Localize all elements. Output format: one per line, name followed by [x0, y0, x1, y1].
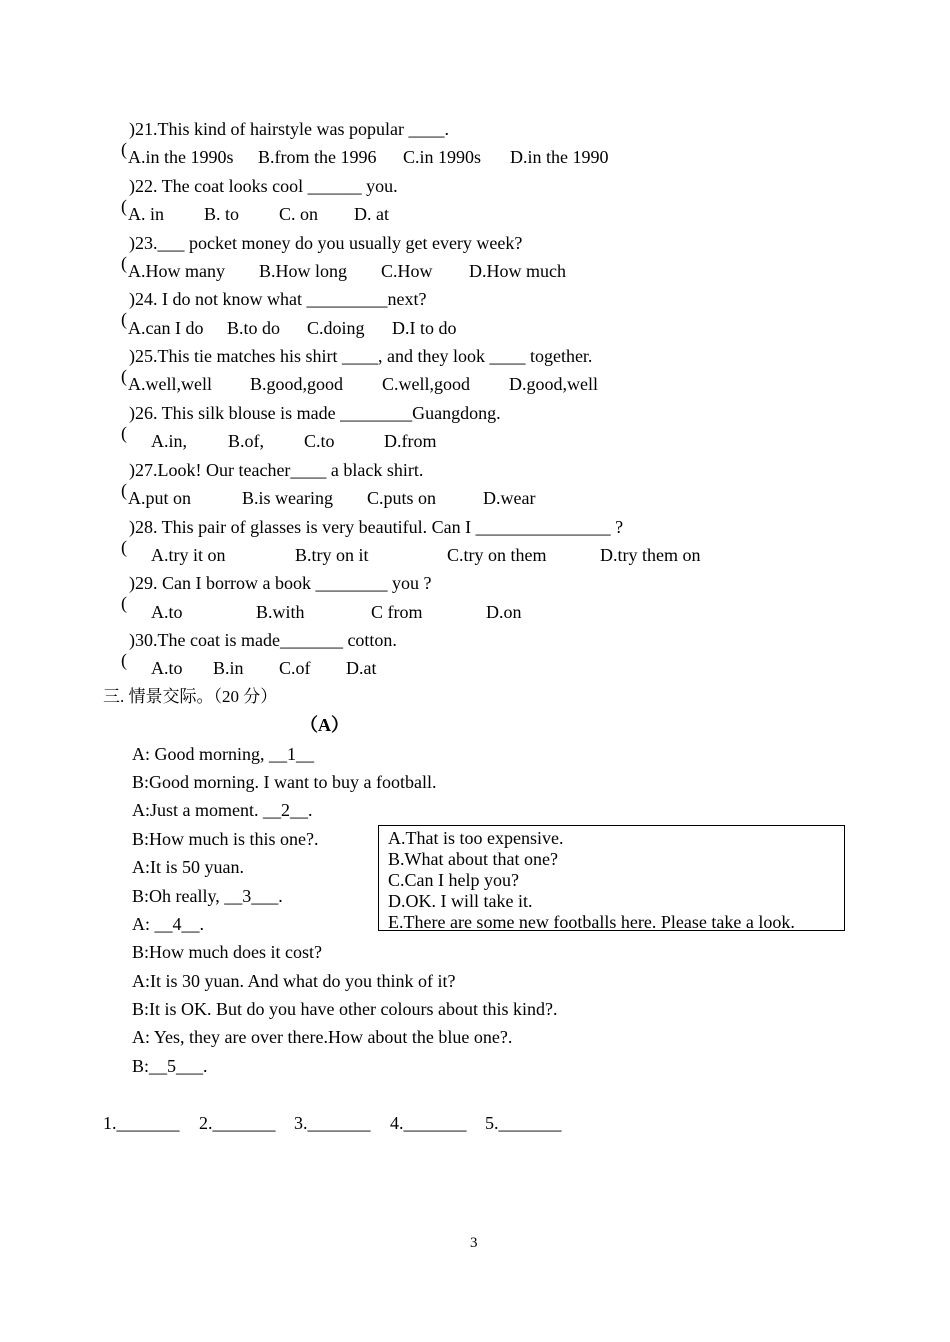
- option-c: C.try on them: [447, 545, 547, 565]
- answer-paren: (: [121, 537, 127, 557]
- option-a: A.can I do: [128, 318, 204, 338]
- option-c: C.of: [279, 658, 311, 678]
- option-a: A.How many: [128, 261, 225, 281]
- option-d: D. at: [354, 204, 389, 224]
- dialogue-line: A:It is 50 yuan.: [132, 857, 244, 877]
- answer-paren: (: [121, 309, 127, 329]
- option-a: A.well,well: [128, 374, 212, 394]
- option-c: C. on: [279, 204, 319, 224]
- option-a: A.try it on: [151, 545, 226, 565]
- question-stem: )26. This silk blouse is made ________Guangdong.: [129, 403, 501, 423]
- answer-blank-5[interactable]: 5._______: [485, 1113, 562, 1133]
- answer-blank-3[interactable]: 3._______: [294, 1113, 371, 1133]
- option-a: A.to: [151, 602, 183, 622]
- choice-item: D.OK. I will take it.: [388, 891, 533, 911]
- option-d: D.I to do: [392, 318, 457, 338]
- option-a: A.in,: [151, 431, 187, 451]
- dialogue-line: A:It is 30 yuan. And what do you think of it?: [132, 971, 456, 991]
- dialogue-line: A:Just a moment. __2__.: [132, 800, 313, 820]
- question-stem: )27.Look! Our teacher____ a black shirt.: [129, 460, 424, 480]
- option-d: D.at: [346, 658, 377, 678]
- answer-paren: (: [121, 139, 127, 159]
- dialogue-line: A: Yes, they are over there.How about the blue one?.: [132, 1027, 513, 1047]
- option-c: C.to: [304, 431, 335, 451]
- part-label: （A）: [300, 715, 349, 735]
- question-stem: )24. I do not know what _________next?: [129, 289, 427, 309]
- option-d: D.try them on: [600, 545, 701, 565]
- dialogue-line: B:Oh really, __3___.: [132, 886, 283, 906]
- question-stem: )23.___ pocket money do you usually get every week?: [129, 233, 523, 253]
- option-c: C.well,good: [382, 374, 470, 394]
- question-stem: )21.This kind of hairstyle was popular ____.: [129, 119, 449, 139]
- answer-paren: (: [121, 196, 127, 216]
- option-a: A.put on: [128, 488, 191, 508]
- option-d: D.wear: [483, 488, 536, 508]
- page-number: 3: [470, 1235, 478, 1251]
- choices-box: [378, 825, 845, 931]
- option-d: D.in the 1990: [510, 147, 609, 167]
- question-stem: )30.The coat is made_______ cotton.: [129, 630, 397, 650]
- option-b: B.is wearing: [242, 488, 333, 508]
- dialogue-line: B:__5___.: [132, 1056, 208, 1076]
- answer-paren: (: [121, 366, 127, 386]
- option-c: C.puts on: [367, 488, 437, 508]
- option-b: B.of,: [228, 431, 264, 451]
- option-a: A.to: [151, 658, 183, 678]
- answer-paren: (: [121, 650, 127, 670]
- choice-item: C.Can I help you?: [388, 870, 519, 890]
- option-c: C.doing: [307, 318, 365, 338]
- section-title: 三. 情景交际。（20 分）: [103, 687, 278, 706]
- option-c: C.How: [381, 261, 433, 281]
- option-b: B.try on it: [295, 545, 369, 565]
- answer-blank-4[interactable]: 4._______: [390, 1113, 467, 1133]
- option-b: B.to do: [227, 318, 281, 338]
- option-b: B.How long: [259, 261, 348, 281]
- option-b: B.good,good: [250, 374, 344, 394]
- answer-paren: (: [121, 253, 127, 273]
- question-stem: )28. This pair of glasses is very beautiful. Can I _______________ ?: [129, 517, 624, 537]
- choice-item: A.That is too expensive.: [388, 828, 564, 848]
- dialogue-line: B:Good morning. I want to buy a football.: [132, 772, 437, 792]
- choice-item: B.What about that one?: [388, 849, 558, 869]
- question-stem: )25.This tie matches his shirt ____, and they look ____ together.: [129, 346, 593, 366]
- answer-blank-1[interactable]: 1._______: [103, 1113, 180, 1133]
- answer-paren: (: [121, 480, 127, 500]
- option-b: B.with: [256, 602, 305, 622]
- dialogue-line: B:How much is this one?.: [132, 829, 319, 849]
- option-d: D.from: [384, 431, 437, 451]
- answer-blank-2[interactable]: 2._______: [199, 1113, 276, 1133]
- dialogue-line: B:How much does it cost?: [132, 942, 322, 962]
- option-b: B.from the 1996: [258, 147, 377, 167]
- choice-item: E.There are some new footballs here. Please take a look.: [388, 912, 795, 932]
- question-stem: )29. Can I borrow a book ________ you ?: [129, 573, 432, 593]
- question-stem: )22. The coat looks cool ______ you.: [129, 176, 398, 196]
- option-a: A.in the 1990s: [128, 147, 234, 167]
- option-d: D.on: [486, 602, 522, 622]
- dialogue-line: A: Good morning, __1__: [132, 744, 314, 764]
- option-d: D.How much: [469, 261, 566, 281]
- answer-paren: (: [121, 593, 127, 613]
- dialogue-line: A: __4__.: [132, 914, 204, 934]
- option-b: B.in: [213, 658, 244, 678]
- option-c: C from: [371, 602, 423, 622]
- option-a: A. in: [128, 204, 164, 224]
- answer-blanks: [0, 1113, 562, 1253]
- answer-paren: (: [121, 423, 127, 443]
- option-d: D.good,well: [509, 374, 598, 394]
- dialogue-line: B:It is OK. But do you have other colours about this kind?.: [132, 999, 558, 1019]
- option-b: B. to: [204, 204, 240, 224]
- option-c: C.in 1990s: [403, 147, 482, 167]
